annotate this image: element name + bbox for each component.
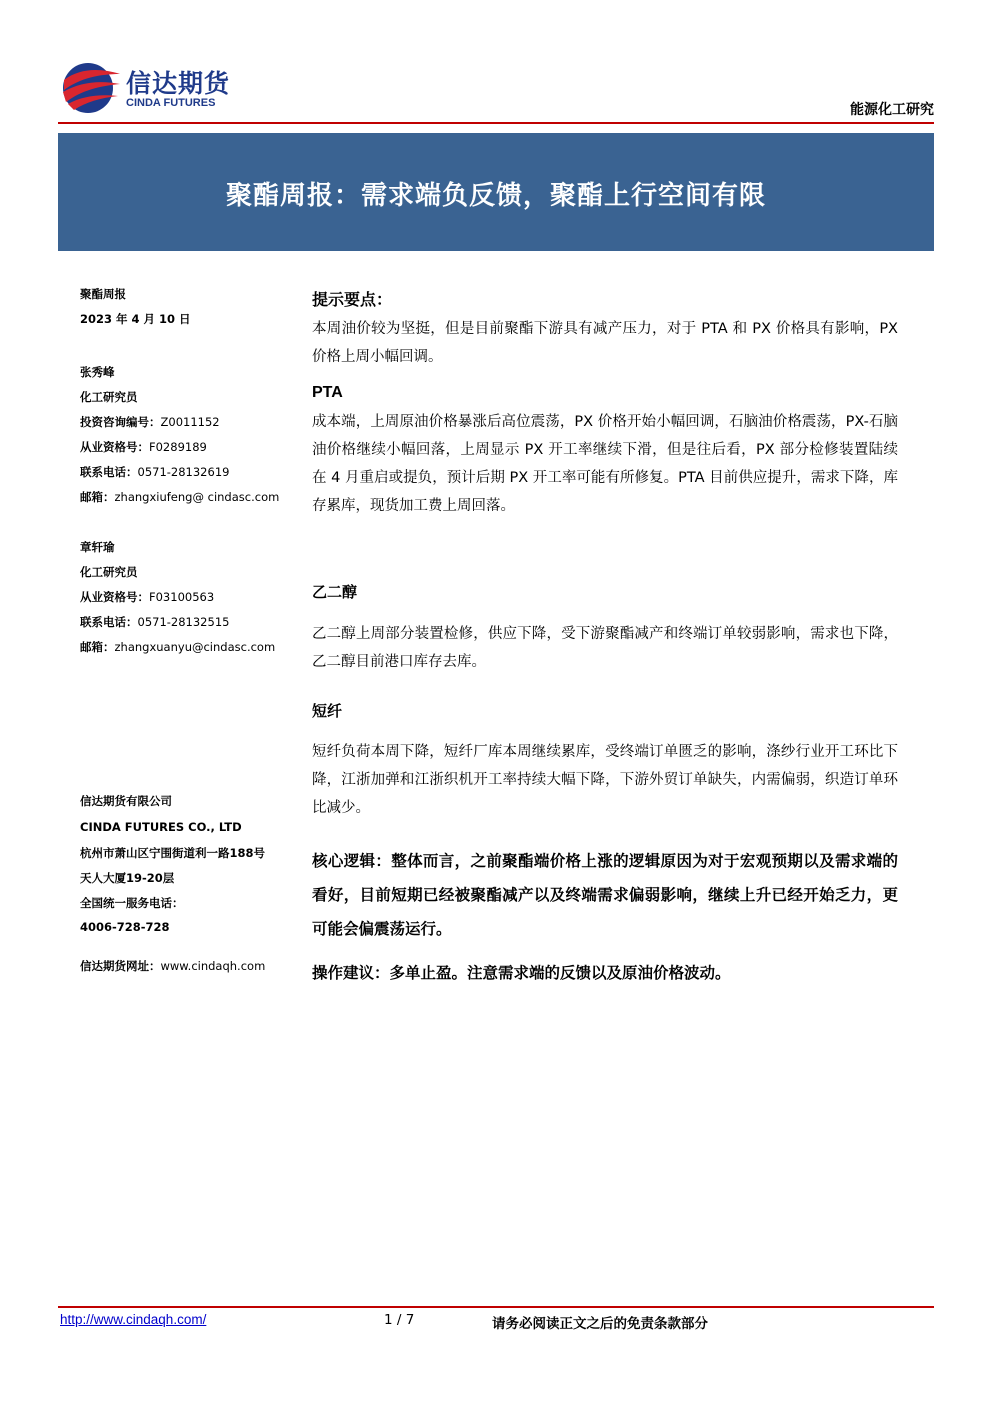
company-name-en: CINDA FUTURES CO., LTD xyxy=(80,820,242,834)
company-address-1: 杭州市萧山区宁围街道利一路188号 xyxy=(80,846,266,860)
company-logo xyxy=(60,60,250,115)
page-number: 1 / 7 xyxy=(384,1312,415,1328)
title-banner xyxy=(58,133,934,251)
report-title: 聚酯周报：需求端负反馈，聚酯上行空间有限 xyxy=(225,181,766,211)
logo-text-en: CINDA FUTURES xyxy=(126,97,216,109)
analyst2-phone xyxy=(80,614,229,630)
meg-text: 乙二醇上周部分装置检修，供应下降，受下游聚酯减产和终端订单较弱影响，需求也下降，乙二醇目前港口库存去库。 xyxy=(312,626,898,670)
department-label: 能源化工研究 xyxy=(850,102,934,118)
analyst2-email-label: 邮箱： xyxy=(80,640,115,654)
analyst1-phone-value: 0571-28132619 xyxy=(137,465,230,479)
pta-heading: PTA xyxy=(312,384,343,401)
psf-text: 短纤负荷本周下降，短纤厂库本周继续累库，受终端订单匮乏的影响，涤纱行业开工环比下降，江浙加弹和江浙织机开工率持续大幅下降，下游外贸订单缺失，内需偏弱，织造订单环比减少。 xyxy=(312,744,898,816)
analyst1-email-label: 邮箱： xyxy=(80,490,115,504)
analyst2-qual xyxy=(80,589,214,605)
header-divider xyxy=(58,122,934,124)
analyst1-qual-value: F0289189 xyxy=(149,440,207,454)
analyst1-qual-label: 从业资格号： xyxy=(80,440,149,454)
hotline-value: 4006-728-728 xyxy=(80,920,170,934)
analyst2-phone-label: 联系电话： xyxy=(80,615,138,629)
report-date: 2023 年 4 月 10 日 xyxy=(80,312,191,326)
trading-advice: 操作建议：多单止盈。注意需求端的反馈以及原油价格波动。 xyxy=(312,964,731,982)
hotline-label: 全国统一服务电话： xyxy=(80,896,184,910)
disclaimer-note: 请务必阅读正文之后的免责条款部分 xyxy=(492,1316,708,1332)
tips-heading: 提示要点： xyxy=(312,290,393,309)
pta-text: 成本端，上周原油价格暴涨后高位震荡，PX 价格开始小幅回调，石脑油价格震荡，PX-石脑油价格继续小幅回落，上周显示 PX 开工率继续下滑，但是往后看，PX 部分检修装置陆续在 4 月重启或提负，预计后期 PX 开工率可能有所修复。PTA 目前供应提升，需求下降，库存累库，现货加工费上周回落。 xyxy=(312,414,898,514)
analyst2-name: 章轩瑜 xyxy=(80,540,115,554)
analyst2-role: 化工研究员 xyxy=(80,565,138,579)
tips-text: 本周油价较为坚挺，但是目前聚酯下游具有减产压力，对于 PTA 和 PX 价格具有影响，PX 价格上周小幅回调。 xyxy=(312,321,898,365)
psf-heading: 短纤 xyxy=(312,702,343,720)
analyst1-qual xyxy=(80,439,207,455)
analyst1-license-value: Z0011152 xyxy=(160,415,220,429)
analyst1-name: 张秀峰 xyxy=(80,365,115,379)
analyst1-email xyxy=(80,489,279,505)
company-name-cn: 信达期货有限公司 xyxy=(80,794,172,808)
analyst1-license-label: 投资咨询编号： xyxy=(80,415,161,429)
analyst1-license xyxy=(80,414,220,430)
company-site-label: 信达期货网址： xyxy=(80,959,161,973)
analyst2-email-value[interactable]: zhangxuanyu@cindasc.com xyxy=(114,640,276,654)
company-site-link[interactable]: www.cindaqh.com xyxy=(160,959,266,973)
footer-divider xyxy=(58,1306,934,1308)
core-logic: 核心逻辑：整体而言，之前聚酯端价格上涨的逻辑原因为对于宏观预期以及需求端的看好，目前短期已经被聚酯减产以及终端需求偏弱影响，继续上升已经开始乏力，更可能会偏震荡运行。 xyxy=(312,852,898,938)
company-address-2: 天人大厦19-20层 xyxy=(80,871,175,885)
logo-text-cn: 信达期货 xyxy=(126,69,231,98)
report-type: 聚酯周报 xyxy=(80,287,126,301)
meg-heading: 乙二醇 xyxy=(312,583,358,601)
analyst1-email-value[interactable]: zhangxiufeng@ cindasc.com xyxy=(114,490,280,504)
analyst2-qual-value: F03100563 xyxy=(149,590,215,604)
footer-url-link[interactable]: http://www.cindaqh.com/ xyxy=(60,1312,207,1327)
logo-globe-icon xyxy=(60,60,122,115)
company-site xyxy=(80,958,265,974)
analyst2-email xyxy=(80,639,275,655)
analyst1-role: 化工研究员 xyxy=(80,390,138,404)
analyst2-qual-label: 从业资格号： xyxy=(80,590,149,604)
analyst2-phone-value: 0571-28132515 xyxy=(137,615,230,629)
analyst1-phone-label: 联系电话： xyxy=(80,465,138,479)
analyst1-phone xyxy=(80,464,229,480)
